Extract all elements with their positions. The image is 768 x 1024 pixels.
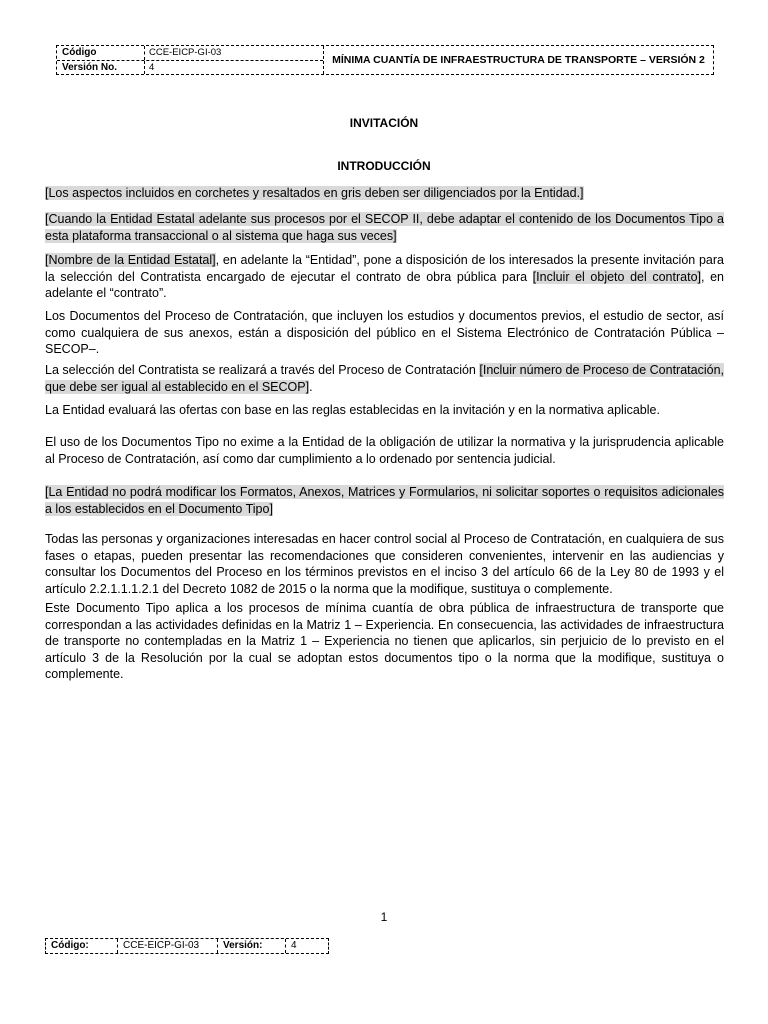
- paragraph-text: .: [309, 379, 313, 394]
- paragraph-selection: [45, 362, 724, 395]
- header-table: [56, 45, 714, 75]
- highlight-contract-object: [Incluir el objeto del contrato]: [532, 269, 701, 284]
- highlight-text: [Cuando la Entidad Estatal adelante sus procesos por el SECOP II, debe adaptar el contenido de los Documentos Tipo a esta plataforma transaccional o al sistema que haga sus veces]: [45, 212, 724, 243]
- paragraph-instructions: [45, 185, 724, 202]
- footer-table: [45, 938, 329, 954]
- header-meta: [57, 46, 324, 74]
- highlight-entity-name: [Nombre de la Entidad Estatal]: [45, 253, 216, 267]
- header-version-label: Versión No.: [57, 61, 145, 75]
- paragraph-restrictions: [45, 484, 724, 517]
- section-title: INTRODUCCIÓN: [337, 159, 431, 173]
- paragraph-text: , en adelante la “Entidad”, pone a disposición de los interesados la presente invitación para la selección del Contratista encargado de ejecutar el contrato de obra pública para: [45, 253, 724, 284]
- paragraph-scope: Este Documento Tipo aplica a los procesos de mínima cuantía de obra pública de infraestructura de transporte que correspondan a las actividades definidas en la Matriz 1 – Experiencia. En consecuencia, las actividades de infraestructura de transporte no contempladas en la Matriz 1 – Experiencia no tienen que aplicarlos, sin perjuicio de lo previsto en el artículo 3 de la Resolución por la cual se adoptan estos documentos tipo o la norma que la modifique, sustituya o complemente.: [45, 601, 724, 681]
- header-title: MÍNIMA CUANTÍA DE INFRAESTRUCTURA DE TRANSPORTE – VERSIÓN 2: [332, 54, 705, 66]
- header-version-row: [57, 60, 323, 75]
- header-code-label: Código: [57, 46, 145, 60]
- paragraph-social-control: Todas las personas y organizaciones interesadas en hacer control social al Proceso de Contratación, en cualquiera de sus fases o etapas, pueden presentar las recomendaciones que consideren convenientes, intervenir en las audiencias y consultar los Documentos del Proceso en los términos previstos en el inciso 3 del artículo 66 de la Ley 80 de 1993 y el artículo 2.2.1.1.1.2.1 del Decreto 1082 de 2015 o la norma que la modifique, sustituya o complemente.: [45, 532, 724, 596]
- footer-version-value: 4: [291, 940, 297, 951]
- paragraph-text: , en adelante el “contrato”.: [45, 269, 724, 300]
- document-title: INVITACIÓN: [349, 116, 419, 130]
- paragraph-secop: [45, 211, 724, 244]
- paragraph-usage: El uso de los Documentos Tipo no exime a la Entidad de la obligación de utilizar la normativa y la jurisprudencia aplicable al Proceso de Contratación, así como dar cumplimiento a lo ordenado por sentencia judicial.: [45, 435, 724, 466]
- footer-code-label: Código:: [46, 939, 118, 953]
- highlight-process-number: [Incluir número de Proceso de Contratación, que debe ser igual al establecido en el SECOP]: [45, 363, 724, 394]
- header-code-row: [57, 46, 323, 60]
- paragraph-text: La selección del Contratista se realizará a través del Proceso de Contratación: [45, 363, 480, 377]
- header-version-value: 4: [149, 61, 155, 73]
- paragraph-entity: [45, 252, 724, 302]
- header-code-value: CCE-EICP-GI-03: [149, 47, 222, 58]
- paragraph-documents: Los Documentos del Proceso de Contratación, que incluyen los estudios y documentos previos, el estudio de sector, así como cualquiera de sus anexos, están a disposición del público en el Sistema Electrónico de Contratación Pública – SECOP–.: [45, 309, 724, 356]
- highlight-text: [Los aspectos incluidos en corchetes y resaltados en gris deben ser diligenciados por la Entidad.]: [45, 186, 584, 200]
- paragraph-evaluation: La Entidad evaluará las ofertas con base en las reglas establecidas en la invitación y en la normativa aplicable.: [45, 403, 660, 417]
- footer-version-label: Versión:: [218, 939, 286, 953]
- page-number: 1: [380, 910, 388, 924]
- highlight-text: [La Entidad no podrá modificar los Formatos, Anexos, Matrices y Formularios, ni solicitar soportes o requisitos adicionales a los establecidos en el Documento Tipo]: [45, 485, 724, 516]
- footer-code-value: CCE-EICP-GI-03: [118, 939, 218, 953]
